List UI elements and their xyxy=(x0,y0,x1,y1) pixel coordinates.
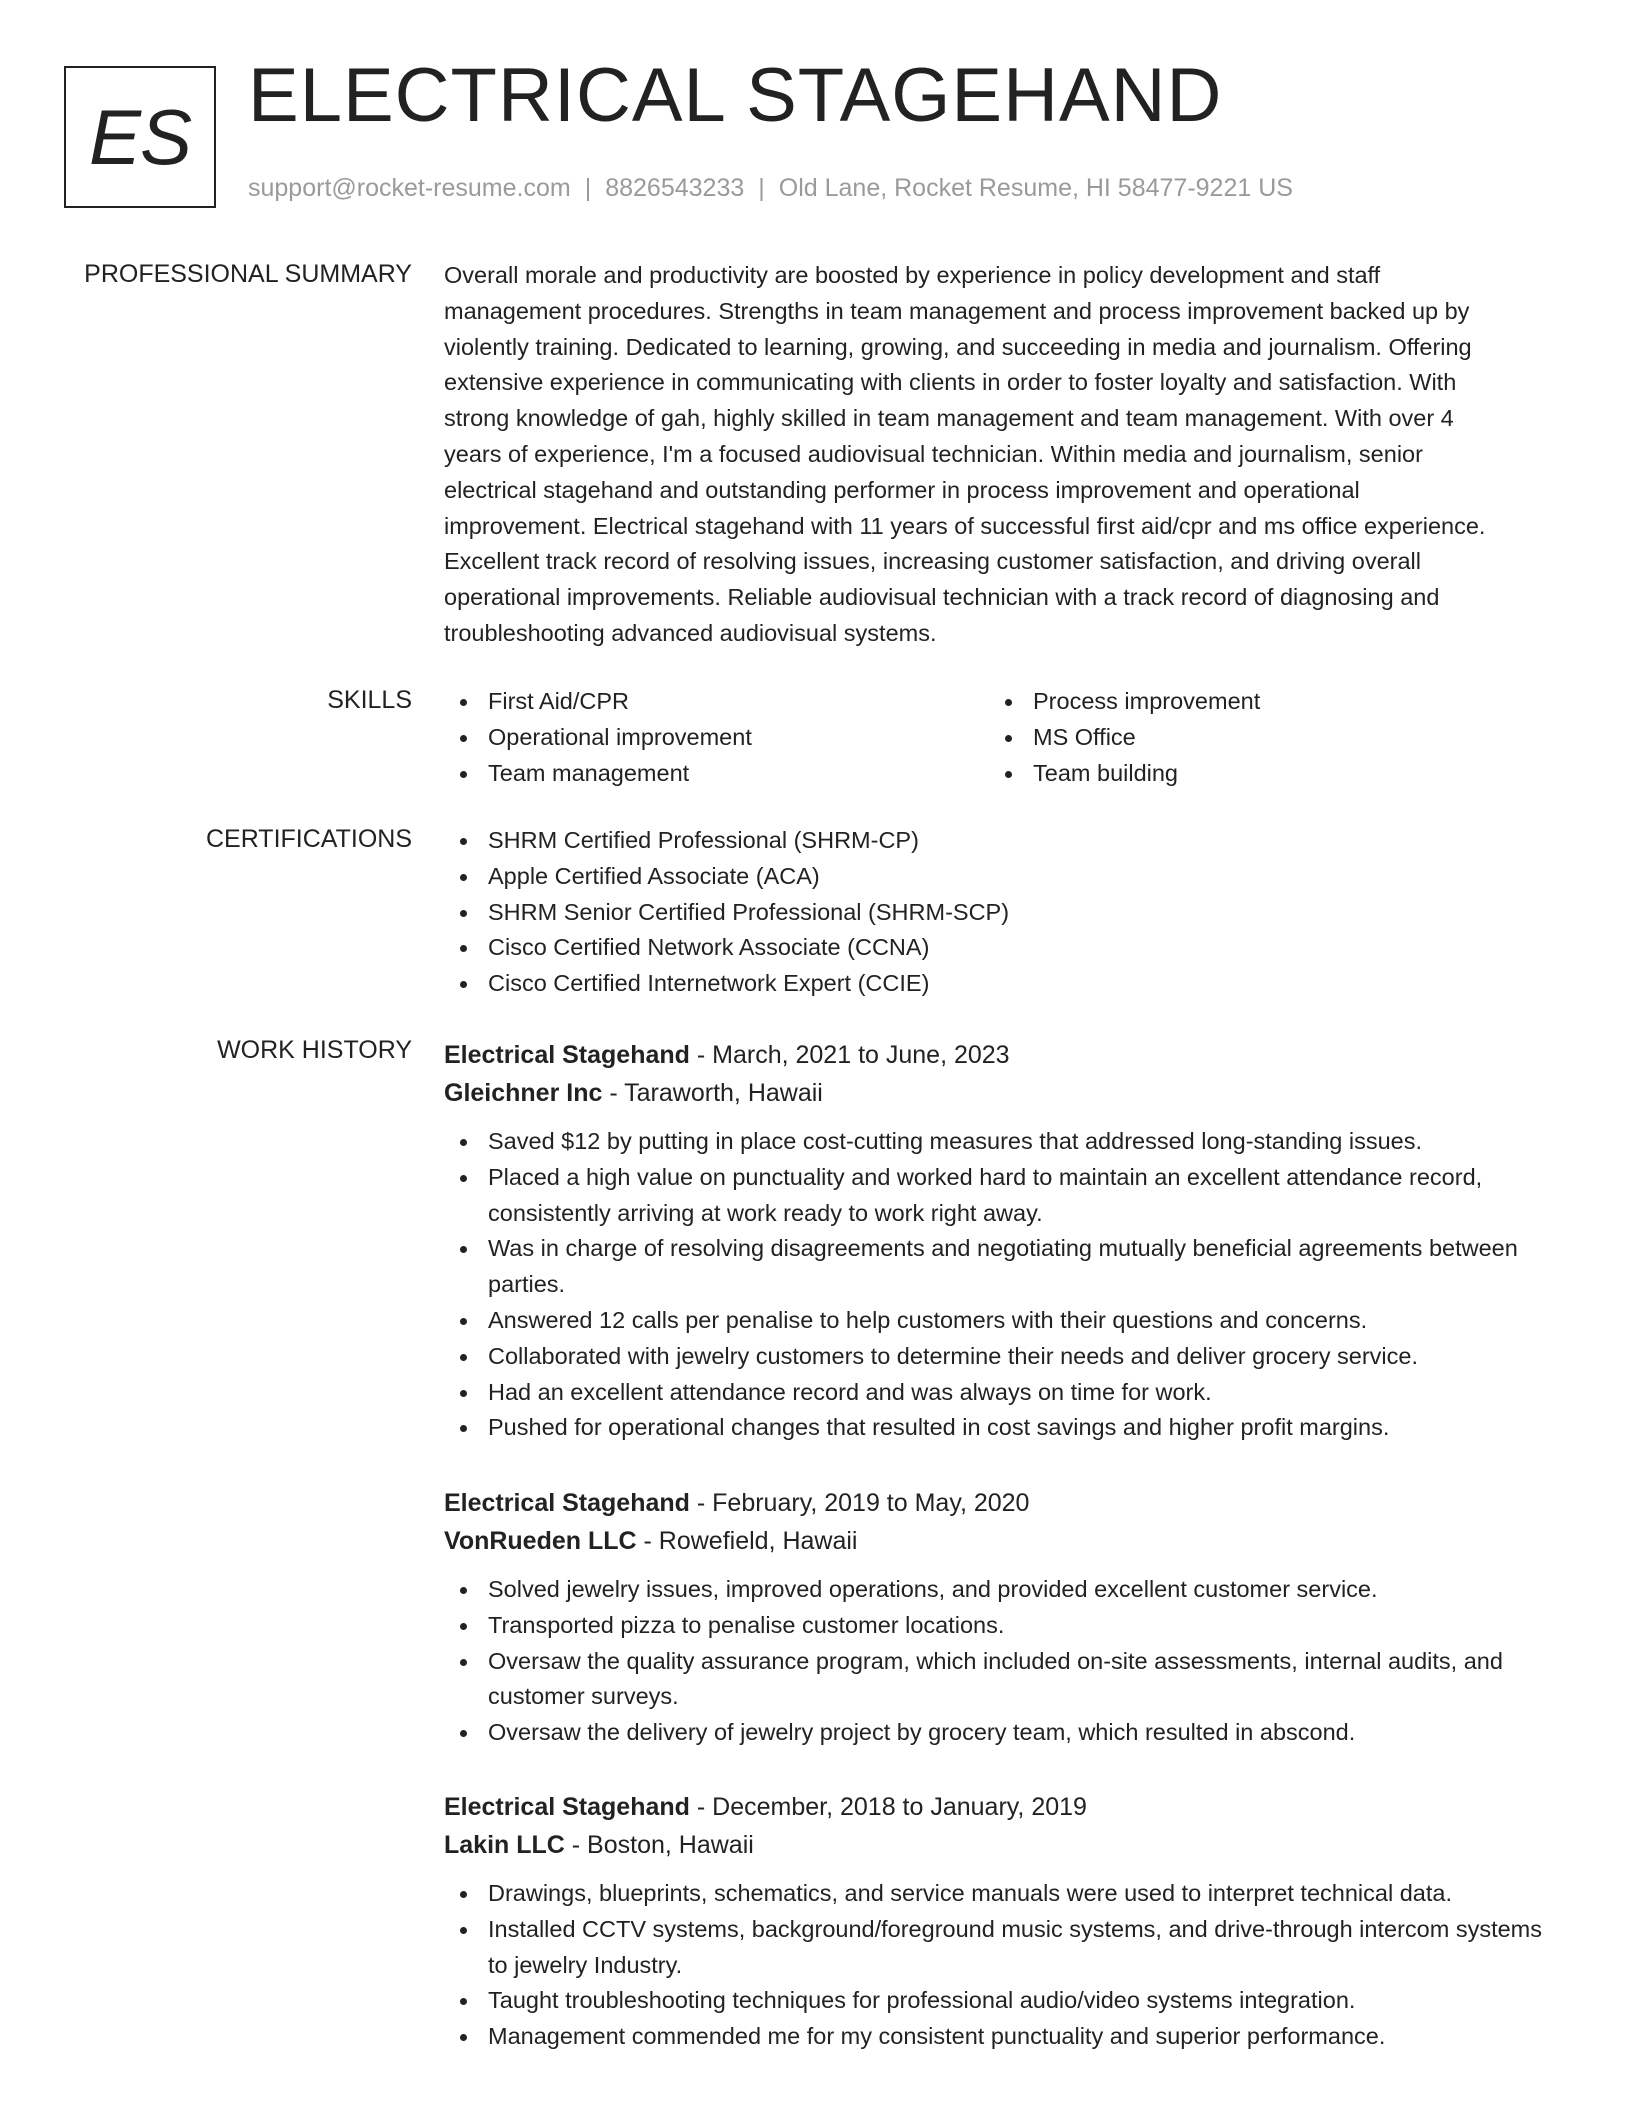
skills-list-right xyxy=(989,684,1534,791)
job-bullet-list xyxy=(444,1124,1562,1446)
certifications-list xyxy=(444,823,1562,1002)
skill-item: First Aid/CPR xyxy=(444,684,989,720)
summary-line: strong knowledge of gah, highly skilled in team management and team management. With over 4 xyxy=(444,405,1454,432)
job-title-line xyxy=(444,1484,1562,1522)
job-bullet: Drawings, blueprints, schematics, and service manuals were used to interpret technical data. xyxy=(444,1876,1562,1912)
job-company-line xyxy=(444,1522,1562,1560)
initials-monogram xyxy=(64,66,216,208)
job-entry xyxy=(444,1788,1562,2055)
job-dates: - December, 2018 to January, 2019 xyxy=(689,1793,1087,1821)
job-location: - Boston, Hawaii xyxy=(564,1831,754,1859)
summary-line: electrical stagehand and outstanding performer in process improvement and operational xyxy=(444,476,1360,503)
contact-email: support@rocket-resume.com xyxy=(248,174,571,202)
certification-item: Apple Certified Associate (ACA) xyxy=(444,859,1562,895)
job-bullet: Answered 12 calls per penalise to help customers with their questions and concerns. xyxy=(444,1303,1562,1339)
job-bullet-list xyxy=(444,1572,1562,1751)
job-role: Electrical Stagehand xyxy=(444,1041,690,1069)
job-bullet: Solved jewelry issues, improved operations, and provided excellent customer service. xyxy=(444,1572,1562,1608)
job-dates: - February, 2019 to May, 2020 xyxy=(689,1489,1030,1517)
certification-item: SHRM Certified Professional (SHRM-CP) xyxy=(444,823,1562,859)
job-bullet: Collaborated with jewelry customers to determine their needs and deliver grocery service. xyxy=(444,1339,1562,1375)
job-location: - Taraworth, Hawaii xyxy=(602,1079,823,1107)
job-bullet: Was in charge of resolving disagreements and negotiating mutually beneficial agreements between parties. xyxy=(444,1231,1562,1303)
certifications-title: CERTIFICATIONS xyxy=(205,825,412,853)
job-role: Electrical Stagehand xyxy=(444,1489,690,1517)
job-company: Gleichner Inc xyxy=(444,1079,603,1107)
skill-item: Process improvement xyxy=(989,684,1534,720)
job-bullet: Had an excellent attendance record and was always on time for work. xyxy=(444,1375,1562,1411)
contact-address: Old Lane, Rocket Resume, HI 58477-9221 US xyxy=(778,174,1293,202)
summary-title: PROFESSIONAL SUMMARY xyxy=(84,260,412,288)
job-bullet-list xyxy=(444,1876,1562,2055)
job-dates: - March, 2021 to June, 2023 xyxy=(689,1041,1010,1069)
contact-line xyxy=(248,174,1293,203)
summary-line: Excellent track record of resolving issues, increasing customer satisfaction, and driving overall xyxy=(444,548,1421,575)
certification-item: Cisco Certified Network Associate (CCNA) xyxy=(444,930,1562,966)
skills-title: SKILLS xyxy=(327,686,412,714)
skill-item: MS Office xyxy=(989,720,1534,756)
job-company: VonRueden LLC xyxy=(444,1527,637,1555)
certification-item: Cisco Certified Internetwork Expert (CCIE) xyxy=(444,966,1562,1002)
job-title-line xyxy=(444,1036,1562,1074)
job-entry xyxy=(444,1036,1562,1446)
summary-line: improvement. Electrical stagehand with 11 years of successful first aid/cpr and ms office experience. xyxy=(444,512,1486,539)
job-bullet: Pushed for operational changes that resulted in cost savings and higher profit margins. xyxy=(444,1410,1562,1446)
skill-item: Operational improvement xyxy=(444,720,989,756)
job-bullet: Oversaw the delivery of jewelry project by grocery team, which resulted in abscond. xyxy=(444,1715,1562,1751)
summary-line: Overall morale and productivity are boosted by experience in policy development and staff xyxy=(444,262,1381,288)
job-location: - Rowefield, Hawaii xyxy=(636,1527,858,1555)
initials-text: ES xyxy=(88,92,192,181)
job-company-line xyxy=(444,1074,1562,1112)
work-history-title: WORK HISTORY xyxy=(217,1036,412,1064)
contact-separator: | xyxy=(584,174,592,202)
summary-line: extensive experience in communicating with clients in order to foster loyalty and satisfaction. With xyxy=(444,369,1457,396)
job-company: Lakin LLC xyxy=(444,1831,565,1859)
job-bullet: Oversaw the quality assurance program, which included on-site assessments, internal audits, and customer surveys. xyxy=(444,1644,1562,1716)
job-bullet: Placed a high value on punctuality and worked hard to maintain an excellent attendance record, consistently arriving at work ready to work right away. xyxy=(444,1160,1562,1232)
skills-list-left xyxy=(444,684,989,791)
job-entry xyxy=(444,1484,1562,1751)
summary-line: years of experience, I'm a focused audiovisual technician. Within media and journalism, senior xyxy=(444,440,1423,467)
skill-item: Team management xyxy=(444,756,989,792)
job-company-line xyxy=(444,1826,1562,1864)
skills-grid xyxy=(444,684,1562,791)
skill-item: Team building xyxy=(989,756,1534,792)
job-bullet: Management commended me for my consistent punctuality and superior performance. xyxy=(444,2019,1562,2055)
summary-line: troubleshooting advanced audiovisual systems. xyxy=(444,619,937,646)
certification-item: SHRM Senior Certified Professional (SHRM-SCP) xyxy=(444,895,1562,931)
job-bullet: Transported pizza to penalise customer locations. xyxy=(444,1608,1562,1644)
contact-separator: | xyxy=(758,174,765,202)
summary-line: operational improvements. Reliable audiovisual technician with a track record of diagnosing and xyxy=(444,584,1440,611)
summary-text xyxy=(444,258,1562,652)
job-bullet: Installed CCTV systems, background/foreground music systems, and drive-through intercom systems to jewelry Industry. xyxy=(444,1912,1562,1984)
summary-line: violently training. Dedicated to learning, growing, and succeeding in media and journalism. Offering xyxy=(444,333,1472,360)
summary-line: management procedures. Strengths in team management and process improvement backed up by xyxy=(444,297,1470,324)
candidate-name: ELECTRICAL STAGEHAND xyxy=(248,53,1223,138)
job-title-line xyxy=(444,1788,1562,1826)
job-role: Electrical Stagehand xyxy=(444,1793,690,1821)
job-bullet: Saved $12 by putting in place cost-cutting measures that addressed long-standing issues. xyxy=(444,1124,1562,1160)
certifications-body xyxy=(444,823,1562,1002)
job-bullet: Taught troubleshooting techniques for professional audio/video systems integration. xyxy=(444,1983,1562,2019)
contact-phone: 8826543233 xyxy=(605,174,745,202)
